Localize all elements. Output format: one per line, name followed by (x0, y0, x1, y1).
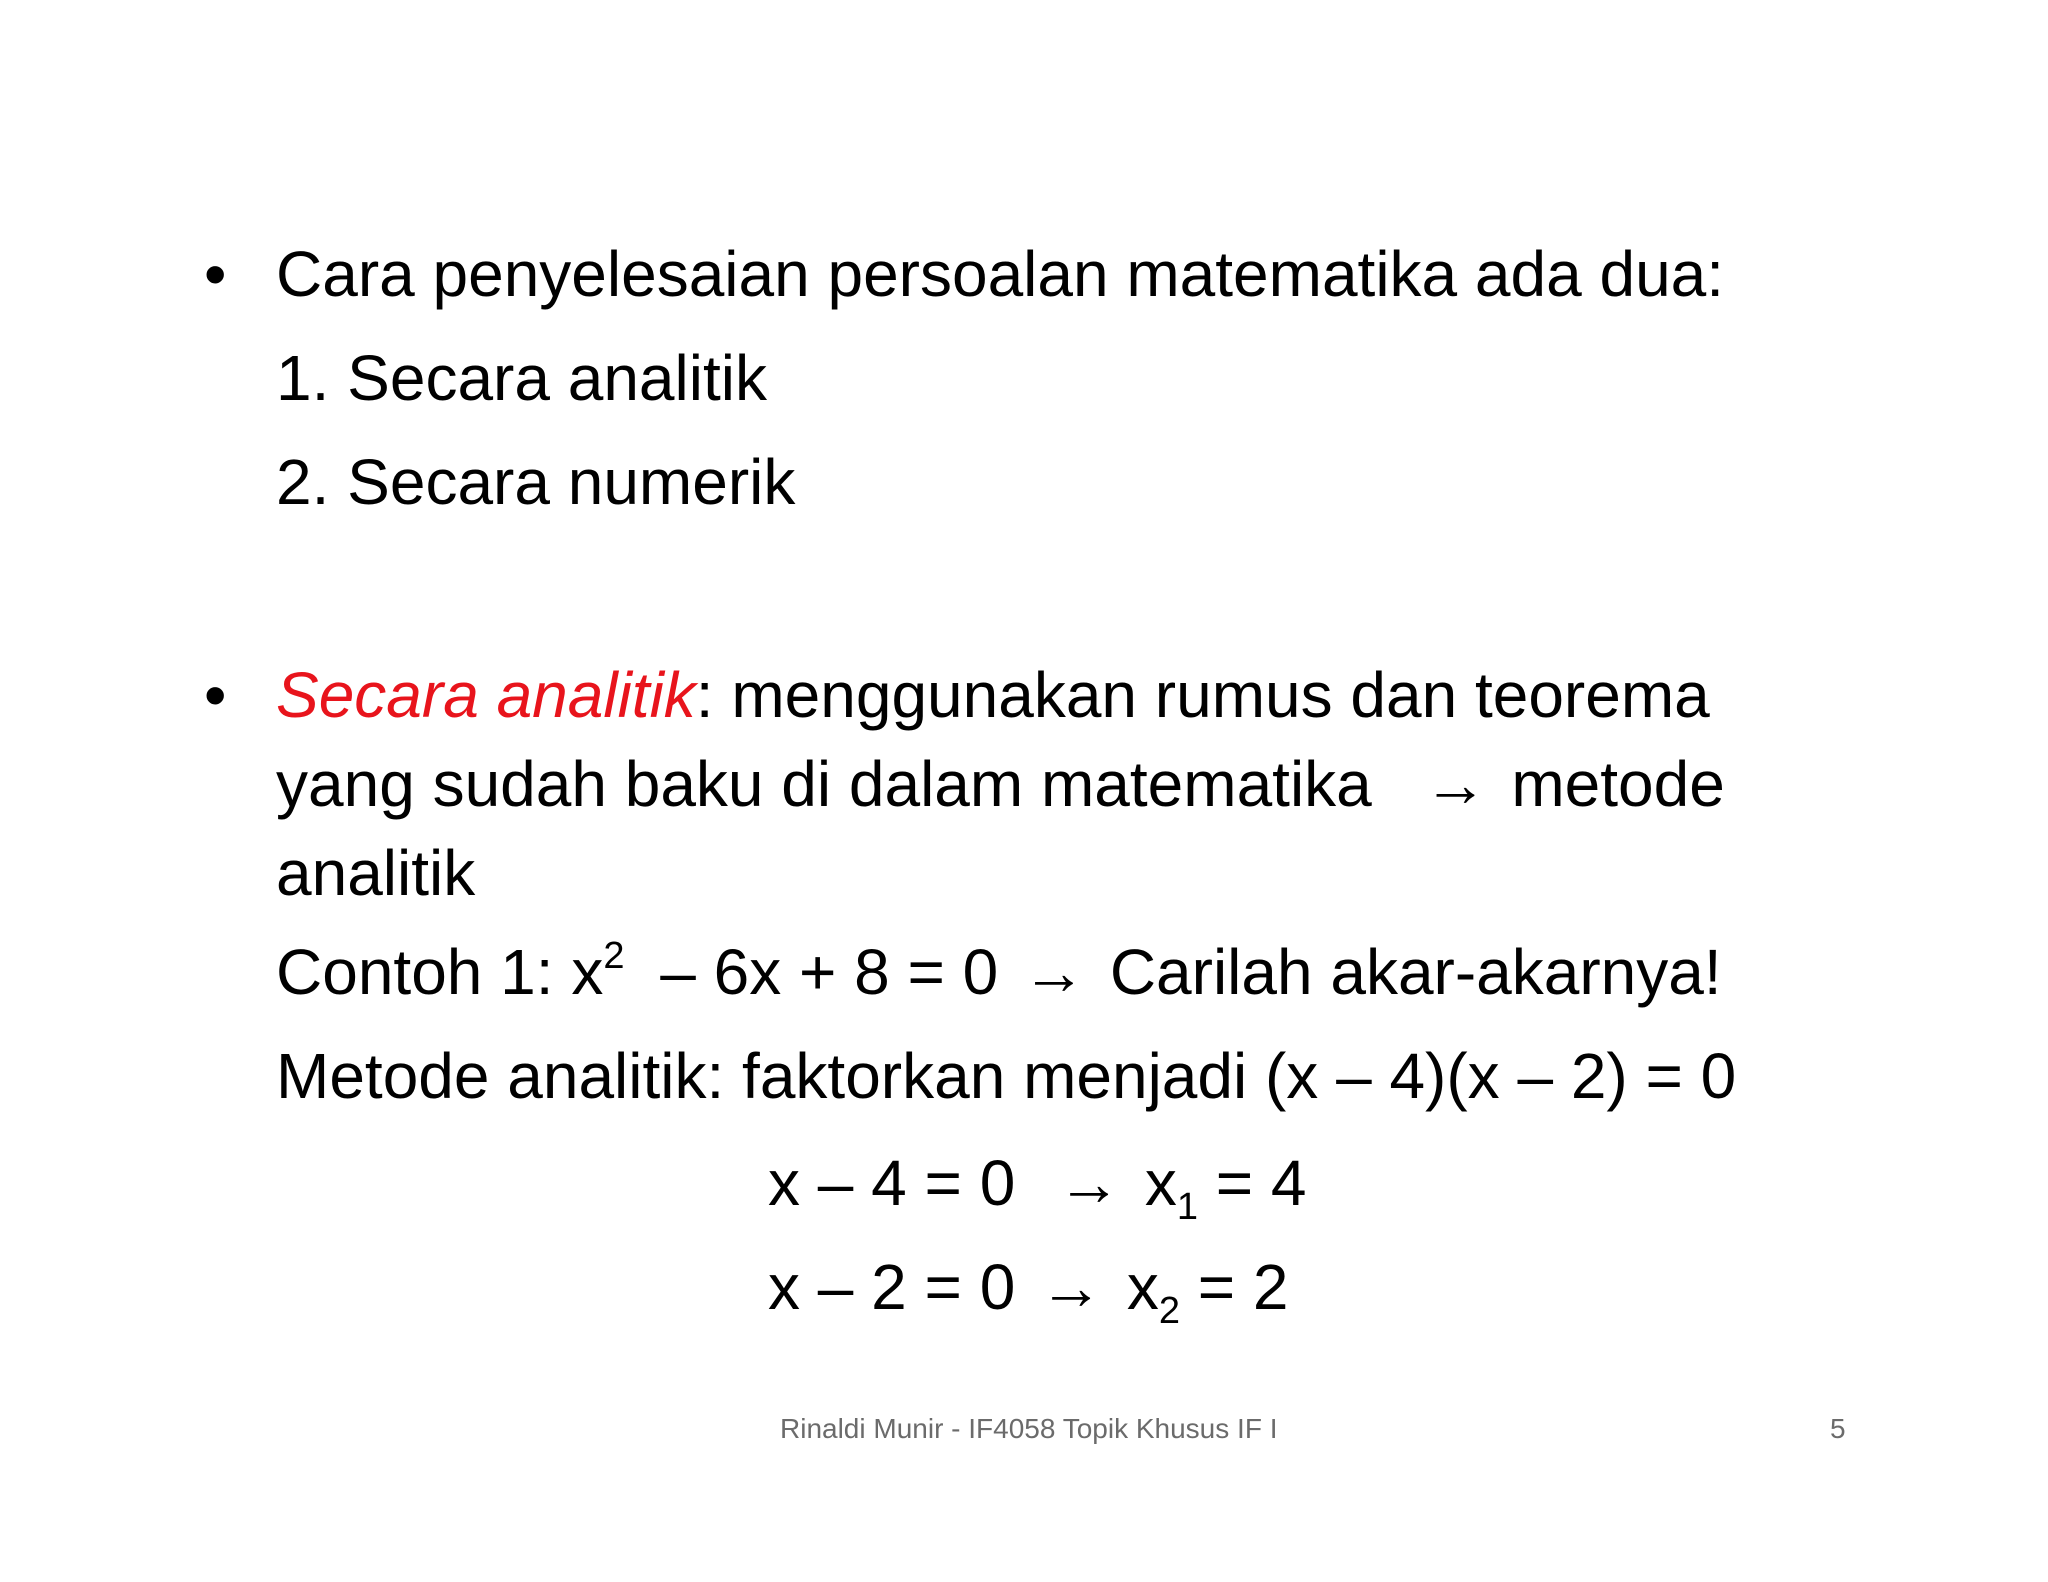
footer-credit: Rinaldi Munir - IF4058 Topik Khusus IF I (780, 1413, 1278, 1444)
bullet-1-text: Cara penyelesaian persoalan matematika ada dua: (276, 238, 1725, 310)
solution-2-result: = 2 (1179, 1251, 1289, 1323)
numbered-item-1: 1. Secara analitik (276, 342, 767, 414)
example-line (276, 935, 1722, 1008)
arrow-icon: → (1057, 1147, 1122, 1219)
bullet-2-definition: : menggunakan rumus dan teorema (695, 659, 1710, 731)
arrow-icon: → (1022, 936, 1087, 1008)
exponent: 2 (603, 935, 625, 977)
solution-2-equation: x – 2 = 0 (768, 1251, 1016, 1323)
emphasis-secara-analitik: Secara analitik (276, 659, 696, 731)
arrow-icon: → (1423, 748, 1488, 820)
bullet-2-line-2 (276, 748, 1725, 820)
solution-1-subscript: 1 (1176, 1186, 1198, 1228)
solution-1-result: = 4 (1197, 1147, 1307, 1219)
method-line: Metode analitik: faktorkan menjadi (x – 4)(x – 2) = 0 (276, 1040, 1737, 1112)
bullet-marker: • (204, 659, 227, 731)
solution-1 (768, 1147, 1307, 1228)
bullet-2-line-3: analitik (276, 837, 476, 909)
bullet-2-line-2-text: yang sudah baku di dalam matematika (276, 748, 1372, 820)
solution-2 (768, 1251, 1289, 1332)
numbered-item-2: 2. Secara numerik (276, 446, 796, 518)
bullet-2-line-2-tail: metode (1511, 748, 1725, 820)
example-equation: – 6x + 8 = 0 (660, 936, 999, 1008)
bullet-marker: • (204, 238, 227, 310)
bullet-2-line-1 (276, 659, 1710, 731)
page-number: 5 (1830, 1413, 1846, 1444)
example-lead: Contoh 1: x (276, 936, 604, 1008)
solution-2-subscript: 2 (1158, 1290, 1180, 1332)
solution-1-equation: x – 4 = 0 (768, 1147, 1016, 1219)
example-task: Carilah akar-akarnya! (1109, 936, 1722, 1008)
solution-1-variable: x (1144, 1147, 1177, 1219)
arrow-icon: → (1039, 1251, 1104, 1323)
solution-2-variable: x (1126, 1251, 1159, 1323)
